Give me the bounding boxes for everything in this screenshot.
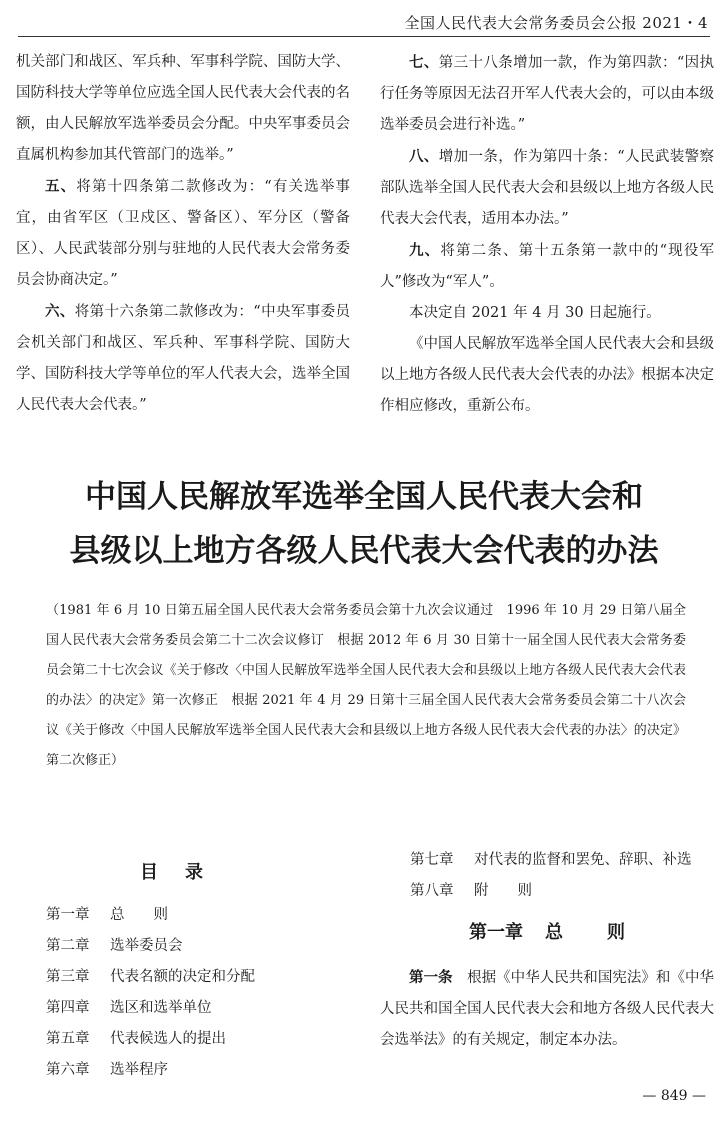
document-title — [0, 470, 728, 578]
item-body: 将第十六条第二款修改为：“中央军事委员会机关部门和战区、军兵种、军事科学院、国防大学、国防科技大学等单位的军人代表大会，选举全国人民代表大会代表。” — [16, 304, 350, 413]
item-body: 第三十八条增加一款，作为第四款：“因执行任务等原因无法召开军人代表大会的，可以由本级选举委员会进行补选。” — [380, 55, 714, 133]
toc-item — [46, 931, 346, 962]
toc-chapter-num: 第三章 — [46, 969, 90, 985]
toc-item — [46, 1055, 346, 1086]
paragraph-continuation: 机关部门和战区、军兵种、军事科学院、国防大学、国防科技大学等单位应选全国人民代表大会代表的名额，由人民解放军选举委员会分配。中央军事委员会直属机构参加其代管部门的选举。” — [16, 54, 350, 163]
article-paragraph — [380, 962, 714, 1056]
toc-chapter-label: 代表名额的决定和分配 — [110, 969, 255, 985]
chapter-heading — [380, 918, 714, 944]
toc-chapter-label: 选举程序 — [110, 1062, 168, 1078]
article-1 — [380, 962, 714, 1056]
item-body: 增加一条，作为第四十条：“人民武装警察部队选举全国人民代表大会和县级以上地方各级人民代表大会代表，适用本办法。” — [380, 149, 714, 227]
title-line-1: 中国人民解放军选举全国人民代表大会和 — [85, 479, 643, 515]
title-line-2: 县级以上地方各级人民代表大会代表的办法 — [69, 533, 659, 569]
toc-chapter-label: 选区和选举单位 — [110, 1000, 212, 1016]
table-of-contents — [46, 900, 346, 1086]
chapter-name-part: 总 — [545, 922, 563, 943]
toc-chapter-label: 总 则 — [110, 907, 168, 923]
article-lead: 第一条 — [409, 969, 453, 986]
toc-item — [410, 845, 720, 876]
item-body: 将第十四条第二款修改为：“有关选举事宜，由省军区（卫戍区、警备区）、军分区（警备区）、人民武装部分别与驻地的人民代表大会常务委员会协商决定。” — [16, 179, 350, 288]
toc-chapter-label: 对代表的监督和罢免、辞职、补选 — [474, 852, 692, 868]
paragraph-effective-date: 本决定自 2021 年 4 月 30 日起施行。 — [409, 305, 661, 321]
paragraph-item-9 — [380, 235, 714, 298]
toc-chapter-label: 代表候选人的提出 — [110, 1031, 226, 1047]
toc-chapter-num: 第一章 — [46, 907, 90, 923]
page-header — [18, 6, 710, 37]
paragraph-republish: 《中国人民解放军选举全国人民代表大会和县级以上地方各级人民代表大会代表的办法》根据本决定作相应修改，重新公布。 — [380, 336, 714, 414]
toc-chapter-num: 第六章 — [46, 1062, 90, 1078]
paragraph-item-5 — [16, 171, 350, 296]
right-column-top — [380, 47, 714, 422]
item-body: 将第二条、第十五条第一款中的“现役军人”修改为“军人”。 — [380, 243, 714, 290]
page-number: — 849 — — [642, 1088, 706, 1104]
toc-chapter-num: 第八章 — [410, 883, 454, 899]
toc-chapter-num: 第五章 — [46, 1031, 90, 1047]
table-of-contents-continued — [410, 845, 720, 907]
item-lead: 八、 — [409, 148, 439, 165]
toc-item — [46, 962, 346, 993]
toc-chapter-num: 第四章 — [46, 1000, 90, 1016]
left-column-top — [16, 47, 350, 421]
adoption-note: （1981 年 6 月 10 日第五届全国人民代表大会常务委员会第十九次会议通过 1996 年 10 月 29 日第八届全国人民代表大会常务委员会第二十二次会议修订 根据 2012 年 6 月 30 日第十一届全国人民代表大会常务委员会第二十七次会议《关于修改〈中国人民解放军选举全国人民代表大会和县级以上地方各级人民代表大会代表的办法〉的决定》第一次修正 根据 2021 年 4 月 29 日第十三届全国人民代表大会常务委员会第二十八次会议《关于修改〈中国人民解放军选举全国人民代表大会和县级以上地方各级人民代表大会代表的办法〉的决定》第二次修正） — [46, 603, 686, 768]
paragraph-item-7 — [380, 47, 714, 141]
toc-item — [46, 993, 346, 1024]
toc-chapter-label: 选举委员会 — [110, 938, 183, 954]
article-body: 根据《中华人民共和国宪法》和《中华人民共和国全国人民代表大会和地方各级人民代表大会选举法》的有关规定，制定本办法。 — [380, 970, 715, 1048]
item-lead: 七、 — [409, 54, 439, 71]
toc-heading: 目录 — [140, 862, 230, 883]
toc-item — [46, 1024, 346, 1055]
toc-chapter-num: 第七章 — [410, 852, 454, 868]
toc-chapter-label: 附 则 — [474, 883, 532, 899]
chapter-number: 第一章 — [469, 922, 523, 943]
toc-chapter-num: 第二章 — [46, 938, 90, 954]
item-lead: 六、 — [45, 303, 75, 320]
paragraph-item-6 — [16, 296, 350, 421]
item-lead: 九、 — [409, 242, 441, 259]
item-lead: 五、 — [45, 178, 77, 195]
gazette-title: 全国人民代表大会常务委员会公报 2021・4 — [404, 14, 708, 32]
chapter-name-part: 则 — [607, 922, 625, 943]
toc-item — [410, 876, 720, 907]
paragraph-item-8 — [380, 141, 714, 235]
toc-item — [46, 900, 346, 931]
